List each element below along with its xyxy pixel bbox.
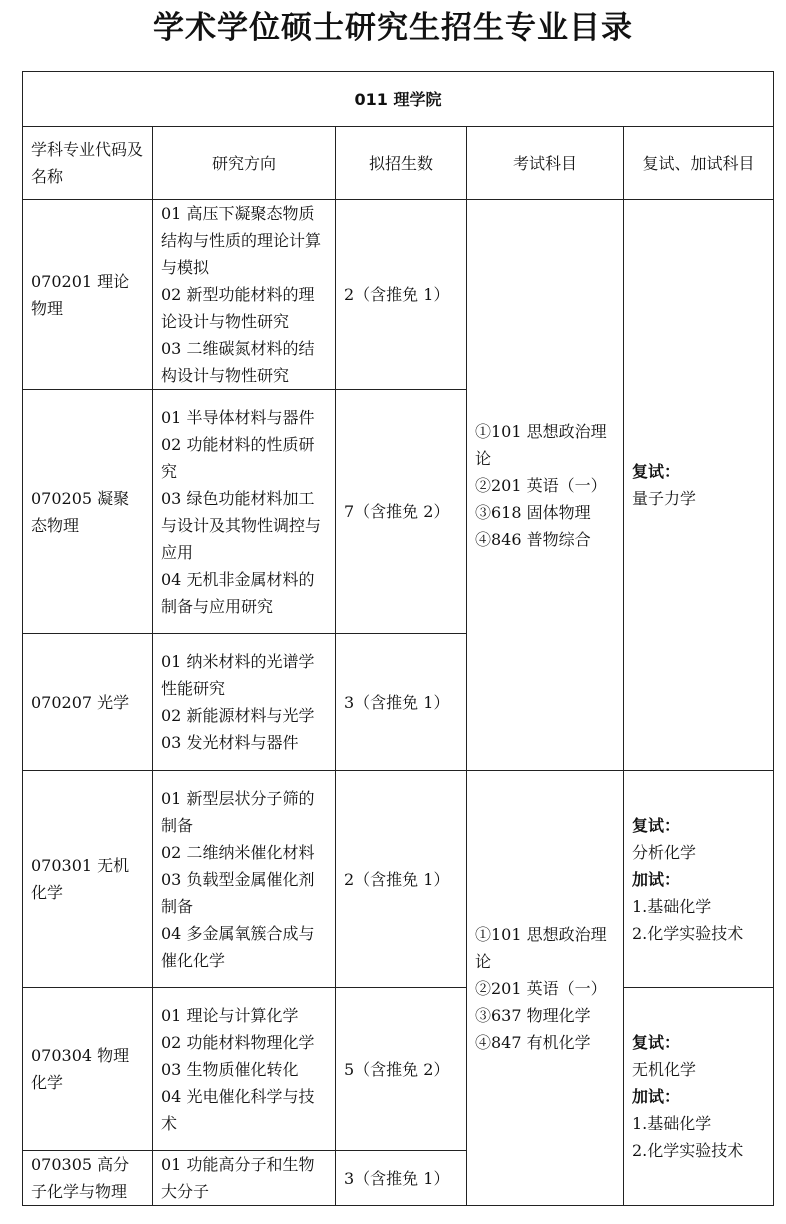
header-major: 学科专业代码及名称 bbox=[23, 127, 153, 200]
direction-item: 02 二维纳米催化材料 bbox=[161, 842, 315, 862]
direction-item: 03 二维碳氮材料的结构设计与物性研究 bbox=[161, 339, 315, 385]
research-directions bbox=[153, 771, 336, 988]
direction-item: 01 新型层状分子筛的制备 bbox=[161, 788, 315, 835]
major-catalog-table bbox=[22, 71, 774, 1206]
direction-item: 01 半导体材料与器件 bbox=[161, 407, 315, 427]
add-exam-label: 加试： bbox=[632, 1087, 681, 1106]
exam-subject: ③618 固体物理 bbox=[475, 502, 591, 522]
exam-subject: ④847 有机化学 bbox=[475, 1032, 591, 1052]
direction-item: 03 绿色功能材料加工与设计及其物性调控与应用 bbox=[161, 488, 322, 562]
major-name: 070305 高分子化学与物理 bbox=[23, 1151, 153, 1206]
header-retest: 复试、加试科目 bbox=[624, 127, 774, 200]
add-exam-subject: 2.化学实验技术 bbox=[632, 923, 744, 943]
direction-item: 03 生物质催化转化 bbox=[161, 1059, 299, 1079]
direction-item: 01 高压下凝聚态物质结构与性质的理论计算与模拟 bbox=[161, 204, 322, 277]
exam-subject: ①101 思想政治理论 bbox=[475, 421, 607, 468]
retest-label: 复试： bbox=[632, 462, 681, 481]
retest-label: 复试： bbox=[632, 815, 681, 835]
quota: 7（含推免 2） bbox=[336, 390, 467, 634]
retest-subjects bbox=[624, 988, 774, 1206]
research-directions bbox=[153, 634, 336, 771]
exam-subjects bbox=[467, 200, 624, 771]
retest-subject: 分析化学 bbox=[632, 842, 697, 862]
exam-subject: ①101 思想政治理论 bbox=[475, 924, 607, 971]
research-directions bbox=[153, 390, 336, 634]
add-exam-subject: 1.基础化学 bbox=[632, 896, 712, 916]
direction-item: 03 负载型金属催化剂制备 bbox=[161, 869, 315, 916]
exam-subject: ②201 英语（一） bbox=[475, 978, 607, 998]
add-exam-label: 加试： bbox=[632, 869, 681, 889]
table-row bbox=[23, 200, 774, 390]
major-name: 070301 无机化学 bbox=[23, 771, 153, 988]
page-title: 学术学位硕士研究生招生专业目录 bbox=[153, 10, 633, 46]
header-exam: 考试科目 bbox=[467, 127, 624, 200]
direction-item: 02 功能材料物理化学 bbox=[161, 1032, 315, 1052]
add-exam-subject: 1.基础化学 bbox=[632, 1114, 712, 1133]
exam-subject: ②201 英语（一） bbox=[475, 475, 607, 495]
school-row bbox=[23, 72, 774, 127]
major-name: 070304 物理化学 bbox=[23, 988, 153, 1151]
quota: 3（含推免 1） bbox=[336, 634, 467, 771]
major-name: 070205 凝聚态物理 bbox=[23, 390, 153, 634]
direction-item: 01 理论与计算化学 bbox=[161, 1005, 299, 1025]
major-name: 070207 光学 bbox=[23, 634, 153, 771]
research-directions bbox=[153, 988, 336, 1151]
major-name: 070201 理论物理 bbox=[23, 200, 153, 390]
direction-item: 02 功能材料的性质研究 bbox=[161, 434, 315, 481]
direction-item: 04 光电催化科学与技术 bbox=[161, 1086, 315, 1133]
direction-item: 02 新能源材料与光学 bbox=[161, 706, 315, 725]
exam-subject: ④846 普物综合 bbox=[475, 529, 591, 549]
header-row bbox=[23, 127, 774, 200]
table-row bbox=[23, 988, 774, 1151]
add-exam-subject: 2.化学实验技术 bbox=[632, 1141, 744, 1160]
research-directions bbox=[153, 200, 336, 390]
quota: 5（含推免 2） bbox=[336, 988, 467, 1151]
exam-subject: ③637 物理化学 bbox=[475, 1005, 591, 1025]
quota: 2（含推免 1） bbox=[336, 200, 467, 390]
retest-subject: 无机化学 bbox=[632, 1060, 697, 1079]
header-direction: 研究方向 bbox=[153, 127, 336, 200]
direction-item: 04 多金属氧簇合成与催化化学 bbox=[161, 923, 315, 970]
table-row bbox=[23, 771, 774, 988]
direction-item: 01 纳米材料的光谱学性能研究 bbox=[161, 652, 315, 698]
direction-item: 03 发光材料与器件 bbox=[161, 733, 299, 752]
research-directions bbox=[153, 1151, 336, 1206]
retest-subject: 量子力学 bbox=[632, 489, 697, 508]
quota: 3（含推免 1） bbox=[336, 1151, 467, 1206]
retest-subjects bbox=[624, 771, 774, 988]
direction-item: 02 新型功能材料的理论设计与物性研究 bbox=[161, 285, 315, 331]
direction-item: 04 无机非金属材料的制备与应用研究 bbox=[161, 569, 315, 616]
header-quota: 拟招生数 bbox=[336, 127, 467, 200]
retest-label: 复试： bbox=[632, 1033, 681, 1052]
school-name: 011 理学院 bbox=[23, 72, 774, 127]
exam-subjects bbox=[467, 771, 624, 1206]
quota: 2（含推免 1） bbox=[336, 771, 467, 988]
direction-item: 01 功能高分子和生物大分子 bbox=[161, 1155, 315, 1201]
retest-subjects bbox=[624, 200, 774, 771]
